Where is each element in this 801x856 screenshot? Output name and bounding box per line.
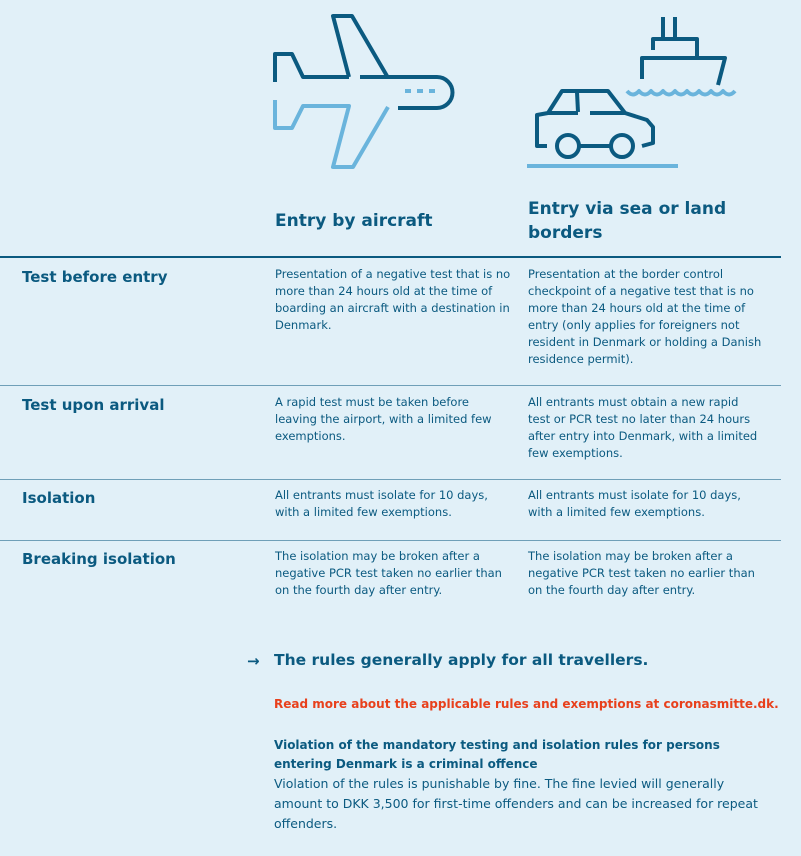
column-header-sea-land: Entry via sea or land borders [528,199,727,243]
coronasmitte-link[interactable]: Read more about the applicable rules and exemptions at coronasmitte.dk. [274,697,779,711]
header-divider [0,256,781,258]
transport-icons [0,0,801,180]
footer-headline: The rules generally apply for all travellers. [274,651,649,669]
airplane-icon [275,16,453,167]
cell-aircraft: Presentation of a negative test that is no more than 24 hours old at the time of boarding an aircraft with a destination in Denmark. [275,267,511,332]
row-divider [0,479,781,480]
cell-aircraft: The isolation may be broken after a negative PCR test taken no earlier than on the fourth day after entry. [275,549,502,597]
ferry-icon [627,17,735,95]
row-label-test-before-entry: Test before entry [22,268,168,286]
car-icon [537,91,653,157]
row-label-test-upon-arrival: Test upon arrival [22,396,165,414]
cell-aircraft: A rapid test must be taken before leaving the airport, with a limited few exemptions. [275,395,492,443]
row-label-breaking-isolation: Breaking isolation [22,550,176,568]
cell-sea-land: All entrants must obtain a new rapid test or PCR test no later than 24 hours after entry into Denmark, with a limited few exemptions. [528,395,758,460]
violation-text: Violation of the rules is punishable by fine. The fine levied will generally amount to DKK 3,500 for first-time offenders and can be increased for repeat offenders. [274,776,758,831]
cell-sea-land: All entrants must isolate for 10 days, with a limited few exemptions. [528,488,741,519]
violation-title: Violation of the mandatory testing and isolation rules for persons entering Denmark is a criminal offence [274,738,720,771]
row-divider [0,540,781,541]
arrow-right-icon: → [247,652,260,670]
row-divider [0,385,781,386]
column-header-aircraft: Entry by aircraft [275,211,433,231]
cell-sea-land: The isolation may be broken after a negative PCR test taken no earlier than on the fourth day after entry. [528,549,755,597]
row-label-isolation: Isolation [22,489,96,507]
cell-sea-land: Presentation at the border control checkpoint of a negative test that is no more than 24 hours old at the time of entry (only applies for foreigners not resident in Denmark or holding a Danish residence permit). [528,267,762,366]
cell-aircraft: All entrants must isolate for 10 days, with a limited few exemptions. [275,488,488,519]
